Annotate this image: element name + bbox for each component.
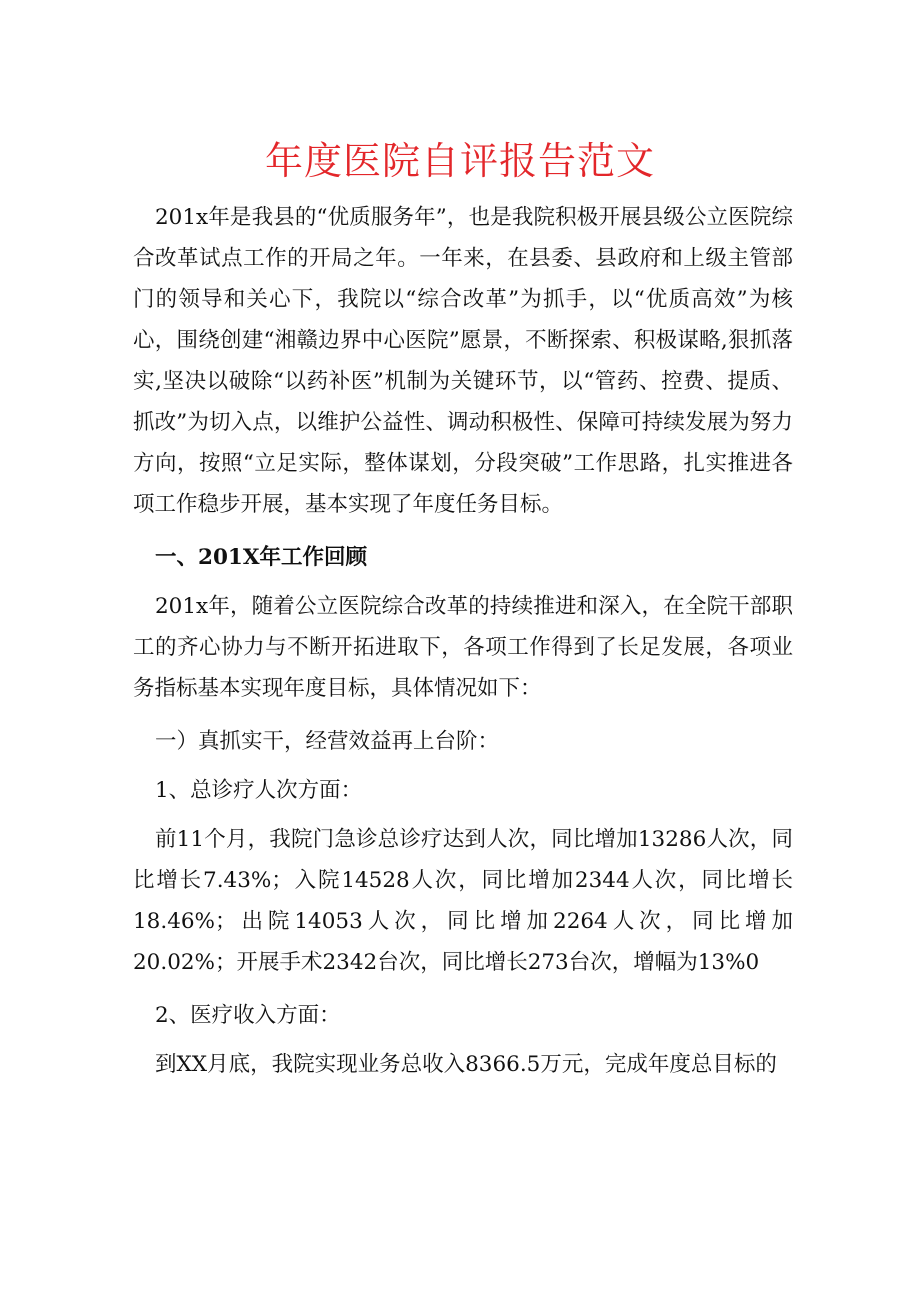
document-body [133, 197, 793, 1097]
section-paragraph: 201x年，随着公立医院综合改革的持续推进和深入，在全院干部职工的齐心协力与不断开拓进取下，各项工作得到了长足发展，各项业务指标基本实现年度目标，具体情况如下： [133, 594, 793, 701]
document-title: 年度医院自评报告范文 [264, 139, 655, 183]
section-heading: 一、201X年工作回顾 [155, 545, 368, 570]
item-heading-visits: 1、总诊疗人次方面： [155, 778, 363, 803]
item-heading-revenue: 2、医疗收入方面： [155, 1003, 341, 1028]
intro-paragraph: 201x年是我县的“优质服务年”，也是我院积极开展县级公立医院综合改革试点工作的开局之年。一年来，在县委、县政府和上级主管部门的领导和关心下，我院以“综合改革”为抓手，以“优质高效”为核心，围绕创建“湘赣边界中心医院”愿景，不断探索、积极谋略,狠抓落实,坚决以破除“以药补医”机制为关键环节，以“管药、控费、提质、抓改”为切入点，以维护公益性、调动积极性、保障可持续发展为努力方向，按照“立足实际，整体谋划，分段突破”工作思路，扎实推进各项工作稳步开展，基本实现了年度任务目标。 [133, 205, 793, 517]
subsection-heading: 一）真抓实干，经营效益再上台阶： [155, 729, 500, 754]
visits-paragraph: 前11个月，我院门急诊总诊疗达到人次，同比增加13286人次，同比增长7.43%；入院14528人次，同比增加2344人次，同比增长18.46%；出院14053人次，同比增加2264人次，同比增加20.02%；开展手术2342台次，同比增长273台次，增幅为13%0 [133, 827, 793, 975]
revenue-paragraph: 到XX月底，我院实现业务总收入8366.5万元，完成年度总目标的 [155, 1052, 777, 1077]
